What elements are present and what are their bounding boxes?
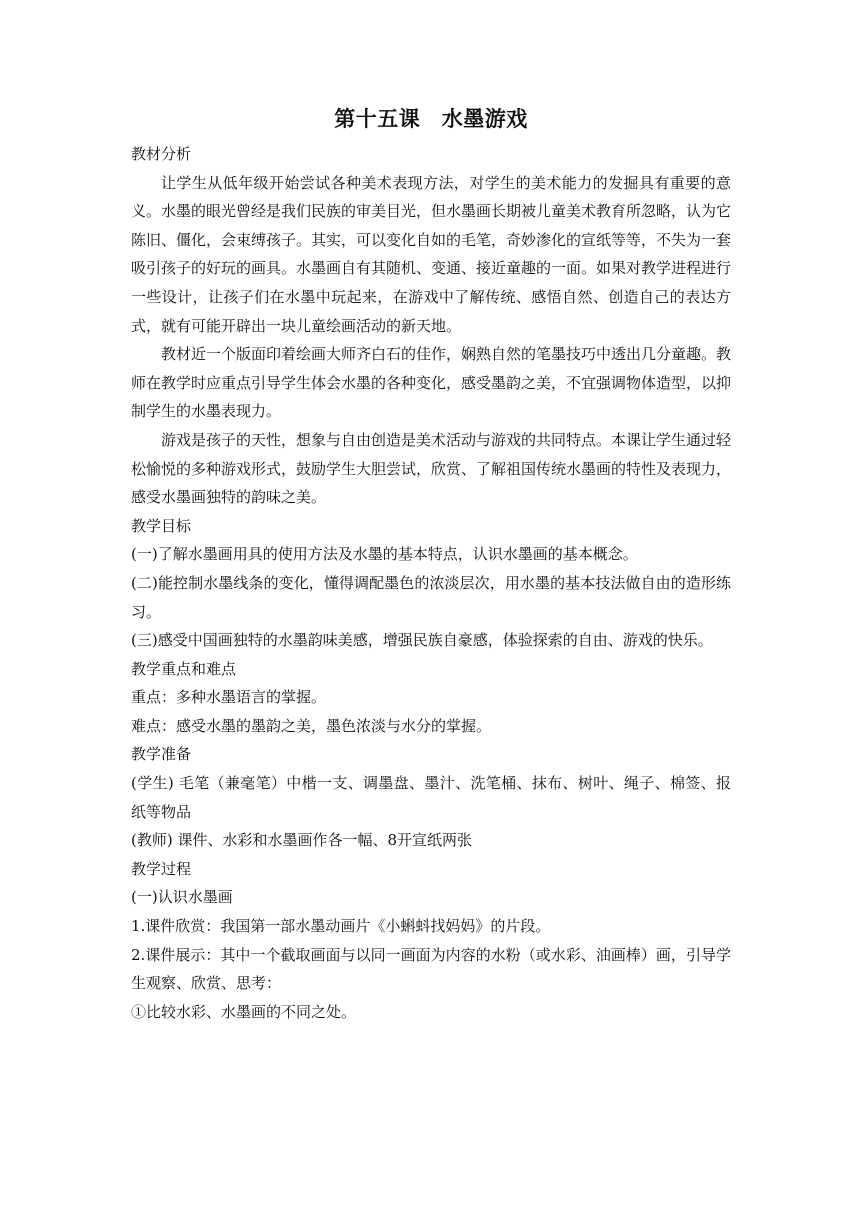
section-heading: 教学过程	[131, 859, 192, 878]
prep-item: (教师) 课件、水彩和水墨画作各一幅、8开宣纸两张	[131, 831, 473, 850]
goal-item: (二)能控制水墨线条的变化，懂得调配墨色的浓淡层次，用水墨的基本技法做自由的造形练习。	[131, 573, 731, 621]
lesson-title: 第十五课 水墨游戏	[334, 106, 528, 131]
document-page	[131, 100, 731, 1026]
goal-item: (三)感受中国画独特的水墨韵味美感，增强民族自豪感，体验探索的自由、游戏的快乐。	[131, 631, 713, 650]
section-analysis	[131, 140, 731, 512]
focus-item: 重点：多种水墨语言的掌握。	[131, 688, 327, 707]
focus-item: 难点：感受水墨的墨韵之美，墨色浓淡与水分的掌握。	[131, 716, 492, 735]
process-item: 2.课件展示：其中一个截取画面与以同一画面为内容的水粉（或水彩、油画棒）画，引导学生观察、欣赏、思考：	[131, 945, 731, 993]
section-focus	[131, 655, 731, 741]
process-item: (一)认识水墨画	[131, 888, 233, 907]
goal-item: (一)了解水墨画用具的使用方法及水墨的基本特点，认识水墨画的基本概念。	[131, 545, 638, 564]
paragraph: 让学生从低年级开始尝试各种美术表现方法，对学生的美术能力的发掘具有重要的意义。水墨的眼光曾经是我们民族的审美目光，但水墨画长期被儿童美术教育所忽略，认为它陈旧、僵化，会束缚孩子。其实，可以变化自如的毛笔，奇妙渗化的宣纸等等，不失为一套吸引孩子的好玩的画具。水墨画自有其随机、变通、接近童趣的一面。如果对教学进程进行一些设计，让孩子们在水墨中玩起来，在游戏中了解传统、感悟自然、创造自己的表达方式，就有可能开辟出一块儿童绘画活动的新天地。	[131, 173, 732, 335]
process-item: ①比较水彩、水墨画的不同之处。	[131, 1002, 357, 1021]
section-heading: 教学准备	[131, 745, 192, 764]
prep-item: (学生) 毛笔（兼毫笔）中楷一支、调墨盘、墨汁、洗笔桶、抹布、树叶、绳子、棉签、报纸等物品	[131, 774, 731, 821]
section-goals	[131, 512, 731, 655]
section-heading: 教学目标	[131, 516, 192, 535]
paragraph: 教材近一个版面印着绘画大师齐白石的佳作，娴熟自然的笔墨技巧中透出几分童趣。教师在教学时应重点引导学生体会水墨的各种变化，感受墨韵之美，不宜强调物体造型，以抑制学生的水墨表现力。	[131, 345, 732, 421]
section-prep	[131, 740, 731, 854]
section-heading: 教学重点和难点	[131, 659, 237, 678]
process-item: 1.课件欣赏：我国第一部水墨动画片《小蝌蚪找妈妈》的片段。	[131, 917, 551, 936]
section-process	[131, 855, 731, 1027]
section-heading: 教材分析	[131, 145, 192, 163]
paragraph: 游戏是孩子的天性，想象与自由创造是美术活动与游戏的共同特点。本课让学生通过轻松愉悦的多种游戏形式，鼓励学生大胆尝试，欣赏、了解祖国传统水墨画的特性及表现力，感受水墨画独特的韵味之美。	[131, 430, 732, 507]
